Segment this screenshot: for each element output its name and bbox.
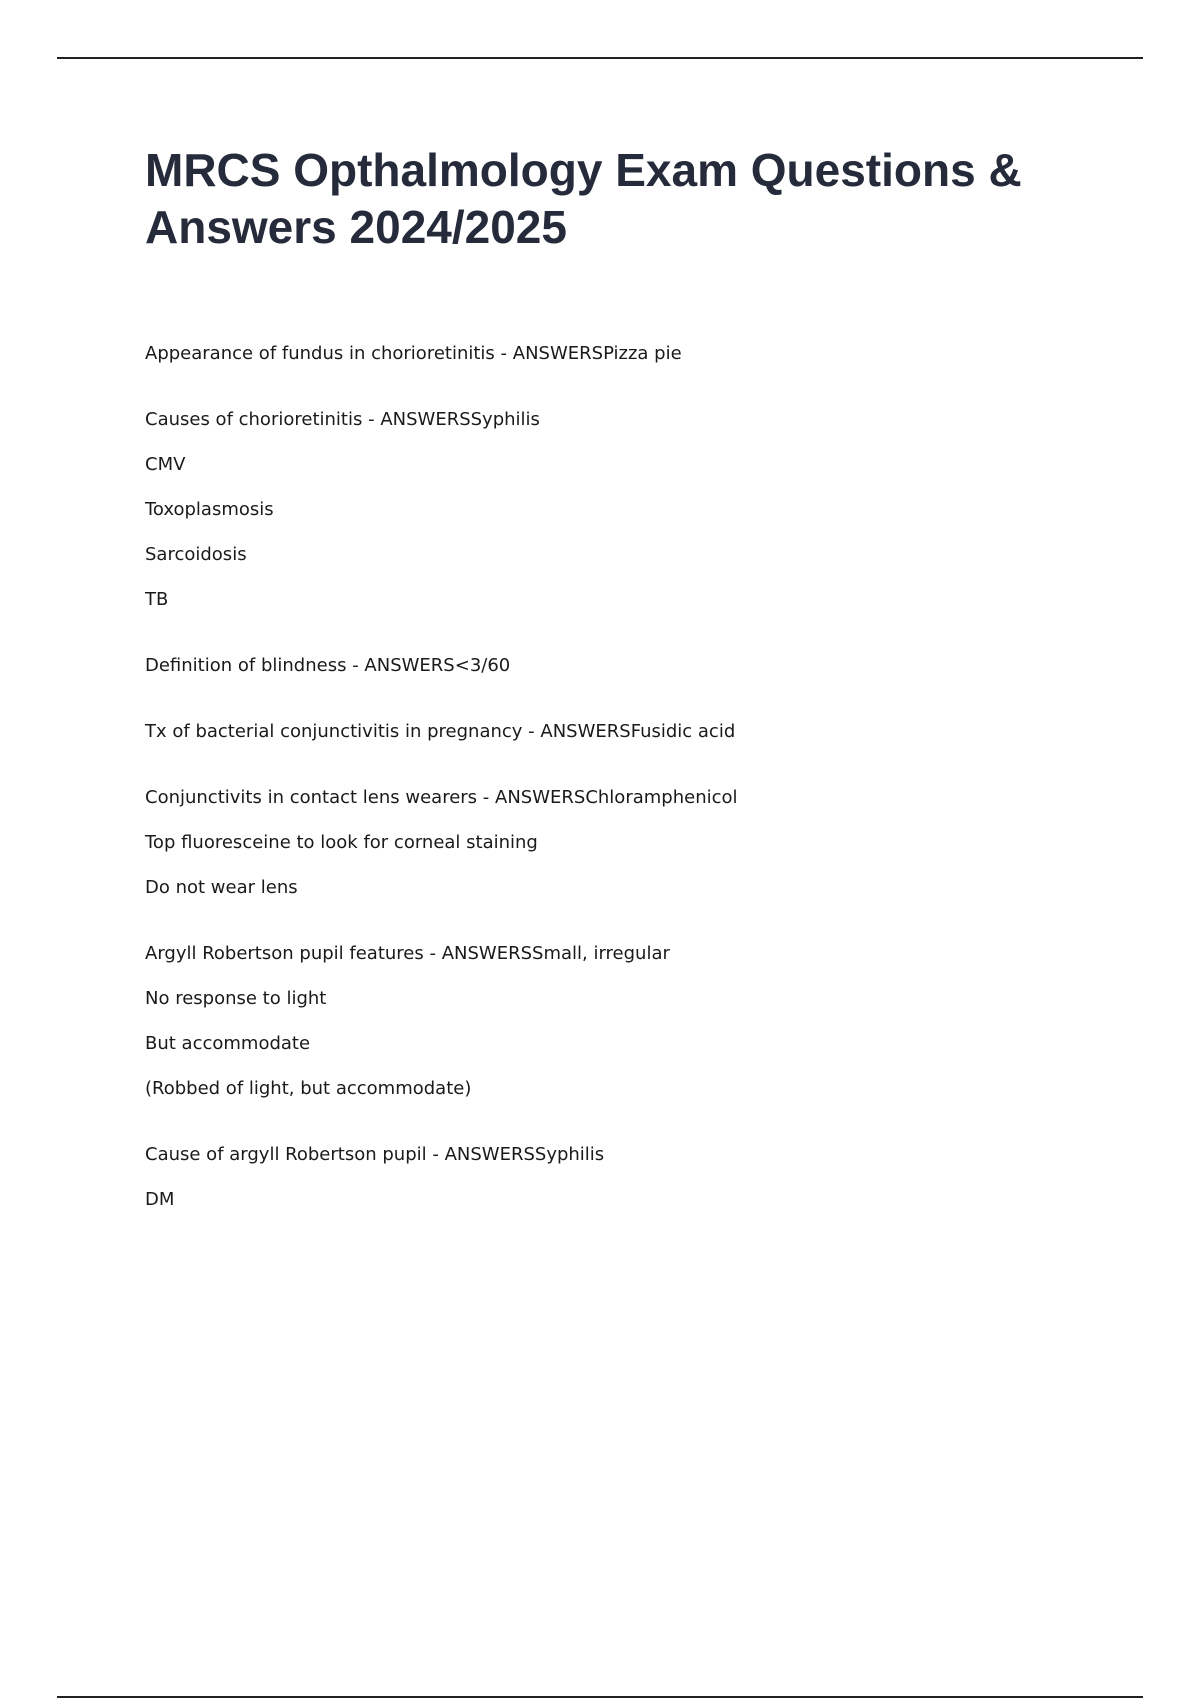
footer-rule: [57, 1696, 1143, 1698]
qa-item: [145, 721, 1105, 742]
answer-text: Syphilis: [534, 1144, 605, 1165]
answer-line: DM: [145, 1189, 175, 1210]
qa-item: [145, 787, 1105, 898]
answers-marker: ANSWERS: [380, 409, 471, 430]
question-text: Tx of bacterial conjunctivitis in pregnancy: [145, 721, 523, 742]
question-text: Definition of blindness: [145, 655, 347, 676]
answer-text: Syphilis: [470, 409, 540, 430]
answers-marker: ANSWERS: [512, 343, 604, 364]
header-rule: [57, 57, 1143, 59]
question-text: Argyll Robertson pupil features: [145, 943, 424, 964]
qa-item: [145, 409, 1105, 610]
answer-line: Do not wear lens: [145, 877, 298, 898]
question-text: Cause of argyll Robertson pupil: [145, 1144, 427, 1165]
question-text: Appearance of fundus in chorioretinitis: [145, 343, 495, 364]
answer-text: Small, irregular: [532, 943, 670, 964]
qa-question-line: Conjunctivits in contact lens wearers - ANSWERSChloramphenicol: [145, 787, 738, 808]
question-text: Causes of chorioretinitis: [145, 409, 363, 430]
question-text: Conjunctivits in contact lens wearers: [145, 787, 478, 808]
answer-text: <3/60: [454, 655, 511, 676]
answers-marker: ANSWERS: [444, 1144, 535, 1165]
answer-line: But accommodate: [145, 1033, 311, 1054]
qa-item: [145, 1144, 1105, 1210]
answer-text: Fusidic acid: [630, 721, 736, 742]
answer-line: Sarcoidosis: [145, 544, 247, 565]
qa-item: [145, 343, 1105, 364]
qa-question-line: Causes of chorioretinitis - ANSWERSSyphilis: [145, 409, 540, 430]
answer-line: Top fluoresceine to look for corneal staining: [145, 832, 538, 853]
answer-text: Chloramphenicol: [585, 787, 738, 808]
qa-question-line: Appearance of fundus in chorioretinitis - ANSWERSPizza pie: [145, 343, 682, 364]
qa-list: [145, 343, 1105, 1255]
answer-line: TB: [145, 589, 169, 610]
answer-line: (Robbed of light, but accommodate): [145, 1078, 472, 1099]
answers-marker: ANSWERS: [540, 721, 631, 742]
qa-question-line: Tx of bacterial conjunctivitis in pregnancy - ANSWERSFusidic acid: [145, 721, 736, 742]
answers-marker: ANSWERS: [364, 655, 455, 676]
qa-question-line: Cause of argyll Robertson pupil - ANSWERSSyphilis: [145, 1144, 605, 1165]
answers-marker: ANSWERS: [495, 787, 586, 808]
qa-item: [145, 943, 1105, 1099]
answer-line: CMV: [145, 454, 186, 475]
qa-question-line: Definition of blindness - ANSWERS<3/60: [145, 655, 511, 676]
qa-question-line: Argyll Robertson pupil features - ANSWERSSmall, irregular: [145, 943, 670, 964]
qa-item: [145, 655, 1105, 676]
answer-text: Pizza pie: [603, 343, 682, 364]
document-title: MRCS Opthalmology Exam Questions & Answers 2024/2025: [145, 144, 1022, 253]
answer-line: Toxoplasmosis: [145, 499, 274, 520]
answers-marker: ANSWERS: [441, 943, 533, 964]
answer-line: No response to light: [145, 988, 327, 1009]
